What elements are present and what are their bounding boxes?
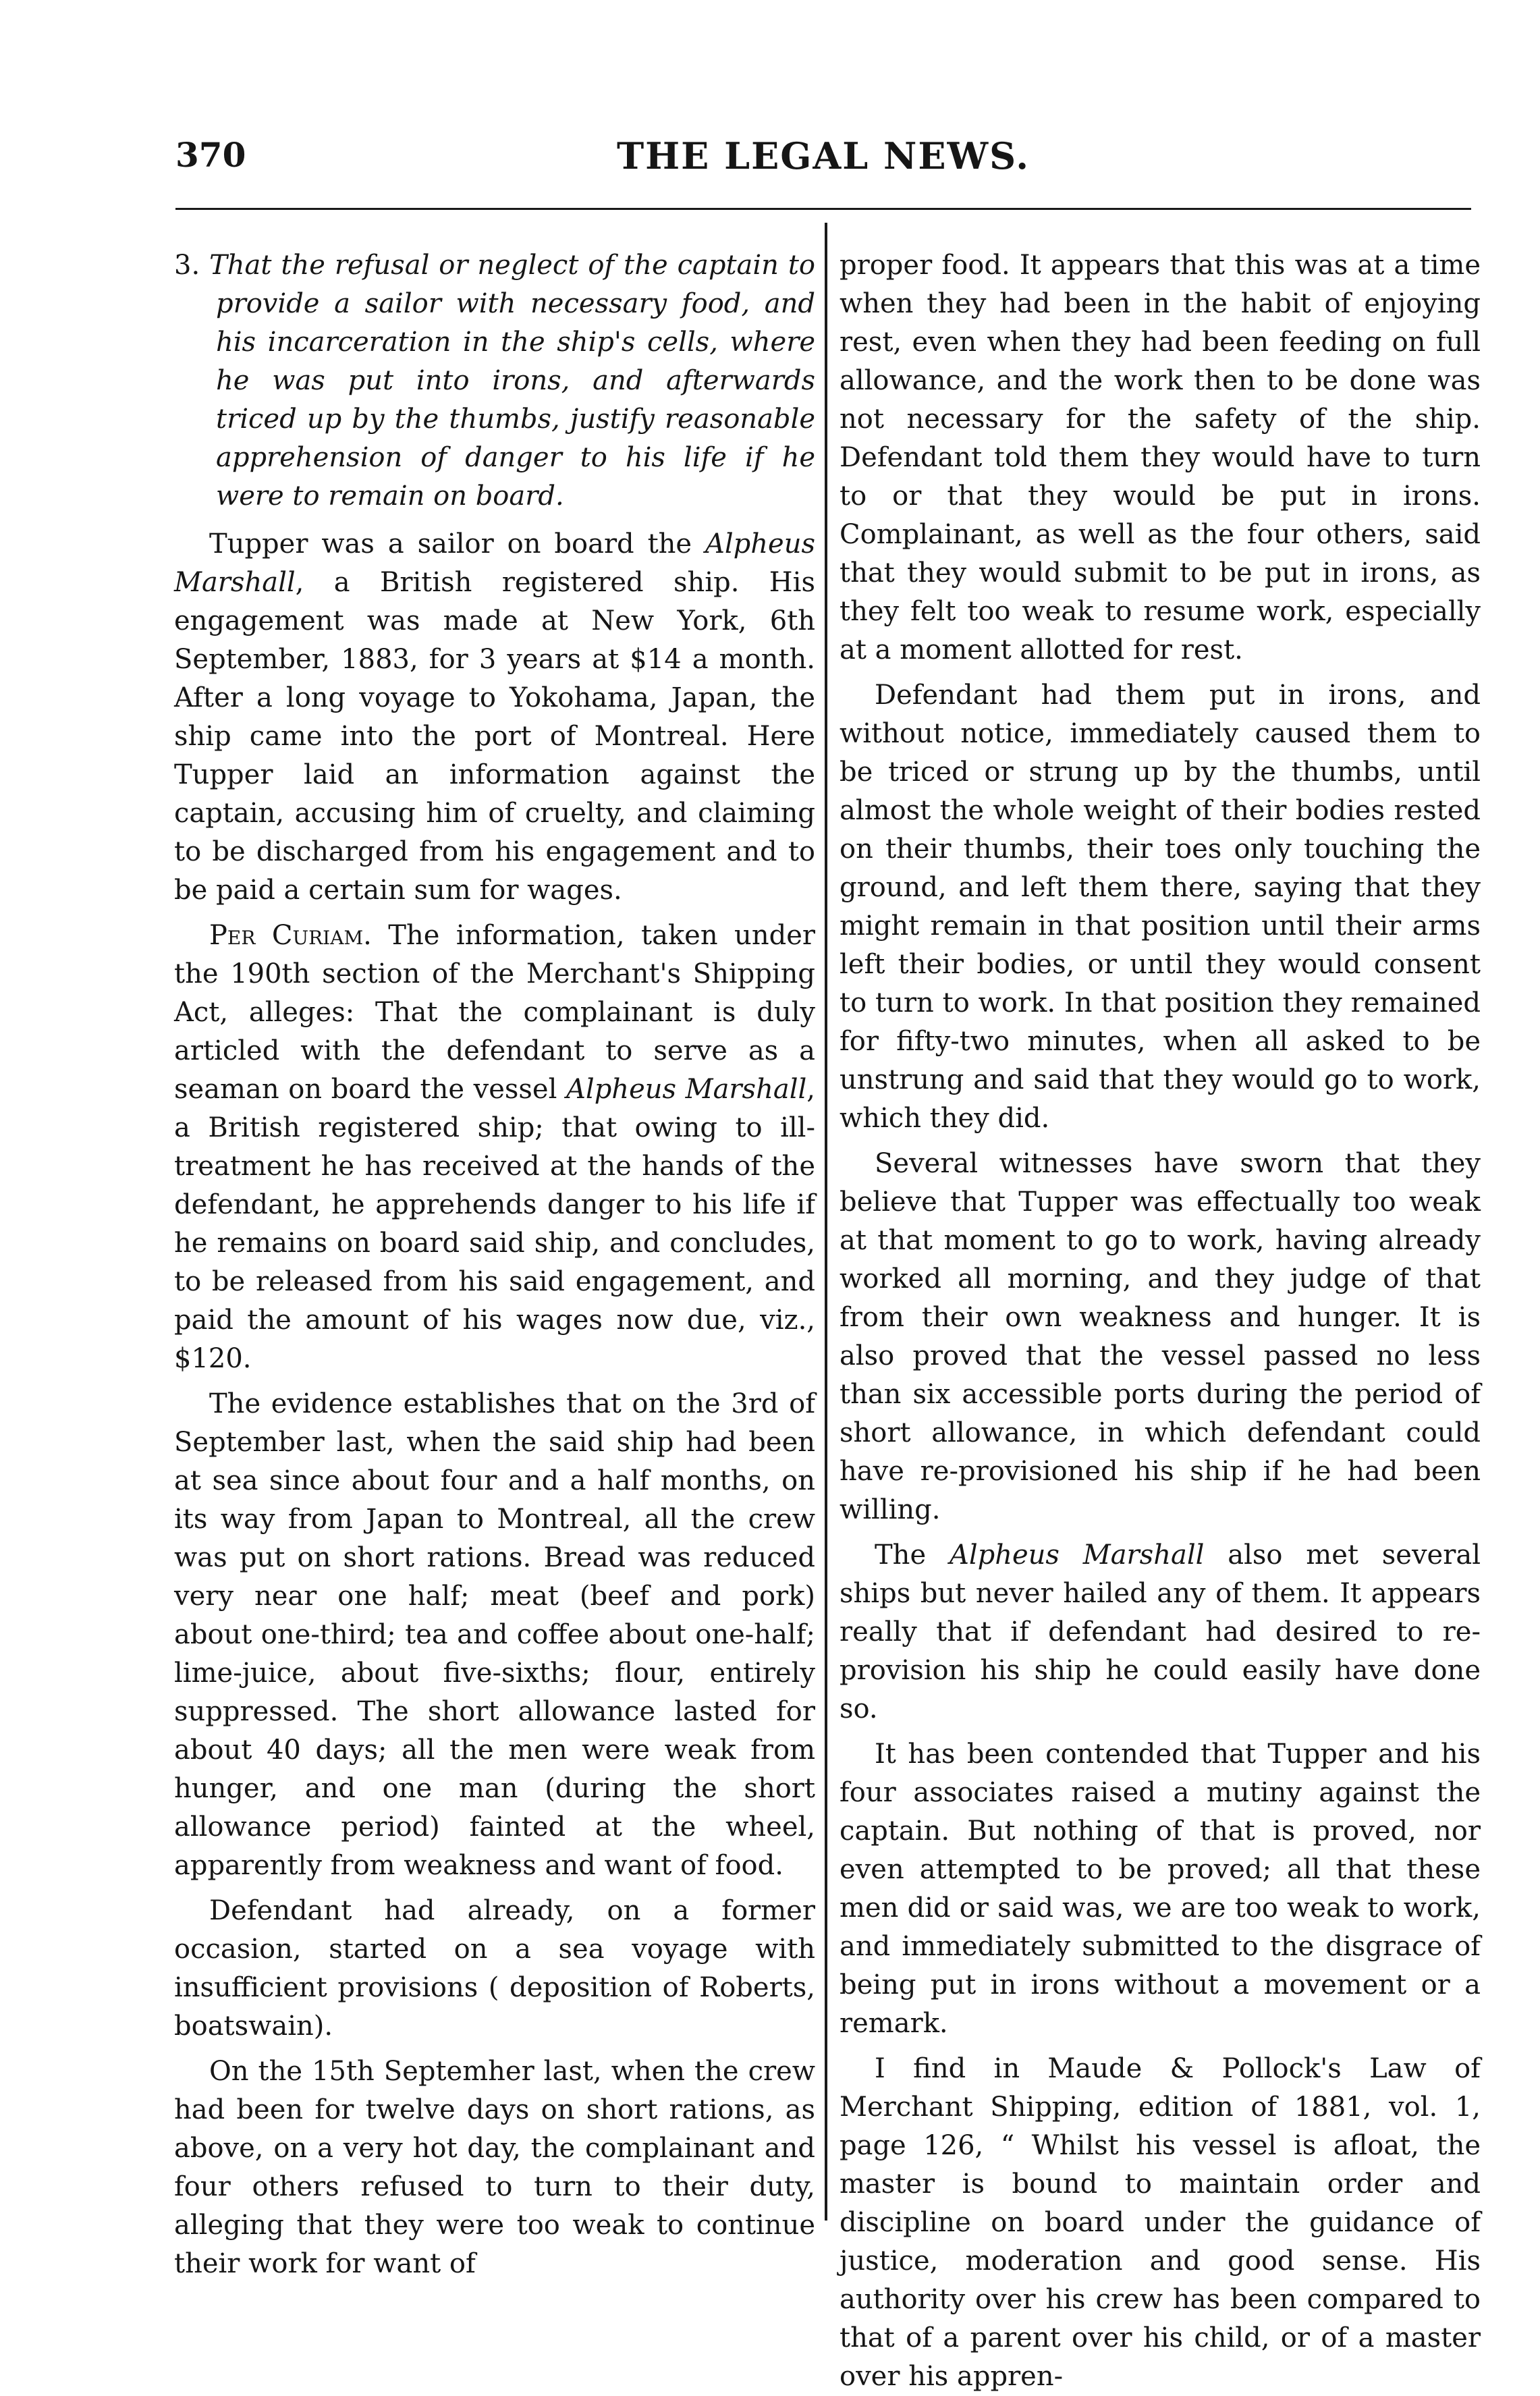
ship-name: Alpheus Marshall (949, 1540, 1205, 1571)
paragraph-facts (174, 525, 815, 910)
page-number: 370 (175, 135, 246, 175)
ship-name: Alpheus Marshall (566, 1074, 807, 1105)
paragraph-text: , a British registered ship; that owing to ill-treatment he has received at the hands of the defendant, he apprehends danger to his life if he remains on board said ship, and concludes, to be released from his said engagement, and paid the amount of his wages now due, viz., $120. (174, 1074, 815, 1374)
per-curiam-lead: Per Curiam. (209, 920, 372, 951)
ship-name: Alpheus Marshall (174, 528, 815, 598)
header-rule (175, 208, 1471, 210)
proposition-3 (174, 246, 815, 516)
paragraph-per-curiam (174, 917, 815, 1378)
paragraph-met-ships (840, 1536, 1481, 1728)
left-column (174, 246, 816, 2279)
proposition-number: 3. (174, 250, 200, 281)
paragraph-text: also met several ships but never hailed any of them. It appears really that if defendant had desired to re-provision his ship he could easily have done so. (840, 1540, 1481, 1724)
paragraph-text: The (875, 1540, 927, 1571)
page-header (175, 132, 1471, 186)
paragraph-refusal: On the 15th Septemher last, when the crew had been for twelve days on short rations, as above, on a very hot day, the complainant and four others refused to turn to their duty, alleging that they were too weak to continue their work for want of (174, 2056, 815, 2279)
paragraph-irons: Defendant had them put in irons, and without notice, immediately caused them to be triced or strung up by the thumbs, until almost the whole weight of their bodies rested on their thumbs, their toes only touching the ground, and left them there, saying that they might remain in that position until their arms left their bodies, or until they would consent to turn to work. In that position they remained for fifty-two minutes, when all asked to be unstrung and said that they would go to work, which they did. (840, 680, 1481, 1134)
paragraph-continued: proper food. It appears that this was at a time when they had been in the habit of enjoying rest, even when they had been feeding on full allowance, and the work then to be done was not necessary for the safety of the ship. Defendant told them they would have to turn to or that they would be put in irons. Complainant, as well as the four others, said that they would submit to be put in irons, as they felt too weak to resume work, especially at a moment allotted for rest. (840, 250, 1481, 665)
paragraph-maude-pollock: I find in Maude & Pollock's Law of Merchant Shipping, edition of 1881, vol. 1, page 126, “ Whilst his vessel is afloat, the master is bound to maintain order and discipline on board under the guidance of justice, moderation and good sense. His authority over his crew has been compared to that of a parent over his child, or of a master over his appren- (840, 2053, 1481, 2392)
paragraph-text: , a British registered ship. His engagement was made at New York, 6th September, 1883, for 3 years at $14 a month. After a long voyage to Yokohama, Japan, the ship came into the port of Montreal. Here Tupper laid an information against the captain, accusing him of cruelty, and claiming to be discharged from his engagement and to be paid a certain sum for wages. (174, 567, 815, 906)
right-column (840, 246, 1481, 2392)
paragraph-former-occasion: Defendant had already, on a former occasion, started on a sea voyage with insufficient provisions ( deposition of Roberts, boatswain). (174, 1895, 815, 2042)
paragraph-witnesses: Several witnesses have sworn that they believe that Tupper was effectually too weak at that moment to go to work, having already worked all morning, and they judge of that from their own weakness and hunger. It is also proved that the vessel passed no less than six accessible ports during the period of short allowance, in which defendant could have re-provisioned his ship if he had been willing. (840, 1148, 1481, 1525)
paragraph-evidence: The evidence establishes that on the 3rd of September last, when the said ship had been at sea since about four and a half months, on its way from Japan to Montreal, all the crew was put on short rations. Bread was reduced very near one half; meat (beef and pork) about one-third; tea and coffee about one-half; lime-juice, about five-sixths; flour, entirely suppressed. The short allowance lasted for about 40 days; all the men were weak from hunger, and one man (during the short allowance period) fainted at the wheel, apparently from weakness and want of food. (174, 1388, 815, 1881)
paragraph-text: The information, taken under the 190th section of the Merchant's Shipping Act, alleges: That the complainant is duly articled with the defendant to serve as a seaman on board the vessel (174, 920, 815, 1105)
paragraph-mutiny: It has been contended that Tupper and his four associates raised a mutiny against the captain. But nothing of that is proved, nor even attempted to be proved; all that these men did or said was, we are too weak to work, and immediately submitted to the disgrace of being put in irons without a movement or a remark. (840, 1739, 1481, 2039)
column-divider (825, 223, 827, 2221)
running-head: THE LEGAL NEWS. (616, 134, 1030, 178)
paragraph-text: Tupper was a sailor on board the (209, 528, 692, 560)
proposition-text: That the refusal or neglect of the captain to provide a sailor with necessary food, and his incarceration in the ship's cells, where he was put into irons, and afterwards triced up by the thumbs, justify reasonable apprehension of danger to his life if he were to remain on board. (209, 250, 816, 512)
